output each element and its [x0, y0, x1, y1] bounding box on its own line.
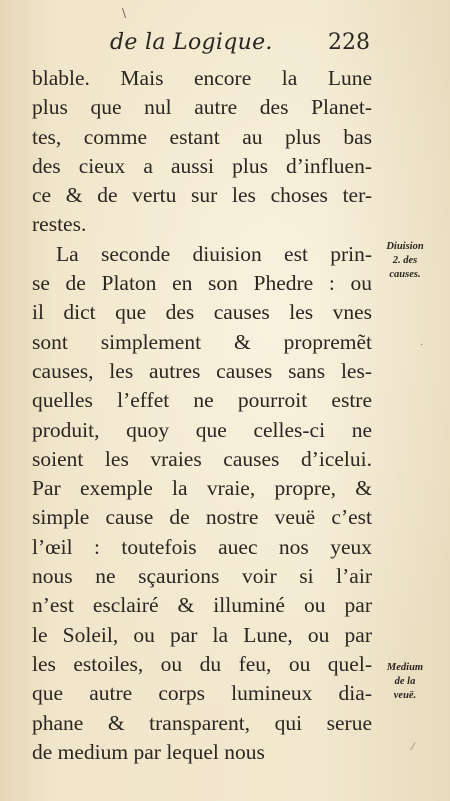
page-number: 228	[328, 30, 370, 55]
text-line: tes, comme estant au plus bas	[32, 124, 372, 149]
paper-speck: ·	[420, 340, 424, 351]
text-line: le Soleil, ou par la Lune, ou par	[32, 622, 372, 647]
text-line: quelles l’effet ne pourroit estre	[32, 388, 372, 413]
page-tick-mark: \	[122, 6, 127, 20]
text-line: simple cause de nostre veuë c’est	[32, 505, 372, 530]
paper-speck: ⁄	[412, 742, 414, 753]
text-line: nous ne sçaurions voir si l’air	[32, 564, 372, 589]
body-text	[32, 64, 372, 767]
text-line: sont simplement & propremẽt	[32, 329, 372, 354]
text-line: causes, les autres causes sans les-	[32, 358, 372, 383]
text-line: se de Platon en son Phedre : ou	[32, 271, 372, 296]
running-title: de la Logique.	[110, 30, 273, 55]
text-line: blable. Mais encore la Lune	[32, 66, 372, 90]
margin-note-line: 2. des	[392, 255, 418, 266]
text-line: les estoiles, ou du feu, ou quel-	[32, 651, 372, 676]
margin-note-diuision	[368, 240, 442, 282]
text-line: que autre corps lumineux dia-	[32, 681, 372, 706]
margin-note-line: Diuision	[386, 241, 424, 252]
text-line: soient les vraies causes d’icelui.	[32, 446, 372, 471]
text-line: phane & transparent, qui serue	[32, 710, 372, 735]
text-line: ce & de vertu sur les choses ter-	[32, 183, 372, 208]
text-line: Par exemple la vraie, propre, &	[32, 476, 372, 501]
text-line: restes.	[32, 212, 87, 237]
margin-note-line: Medium	[386, 662, 424, 673]
text-line: l’œil : toutefois auec nos yeux	[32, 534, 372, 559]
margin-note-line: veuë.	[393, 690, 417, 701]
text-line: des cieux a aussi plus d’influen-	[32, 153, 372, 178]
margin-note-line: de la	[394, 676, 416, 687]
text-line: n’est esclairé & illuminé ou par	[32, 593, 372, 618]
text-line: produit, quoy que celles-ci ne	[32, 417, 372, 442]
margin-note-line: causes.	[389, 269, 421, 280]
margin-note-medium	[368, 661, 442, 703]
text-line: de medium par lequel nous	[32, 739, 265, 764]
text-line: il dict que des causes les vnes	[32, 300, 372, 325]
page-header	[110, 30, 370, 64]
text-line: La seconde diuision est prin-	[56, 241, 372, 266]
text-line: plus que nul autre des Planet-	[32, 95, 372, 120]
